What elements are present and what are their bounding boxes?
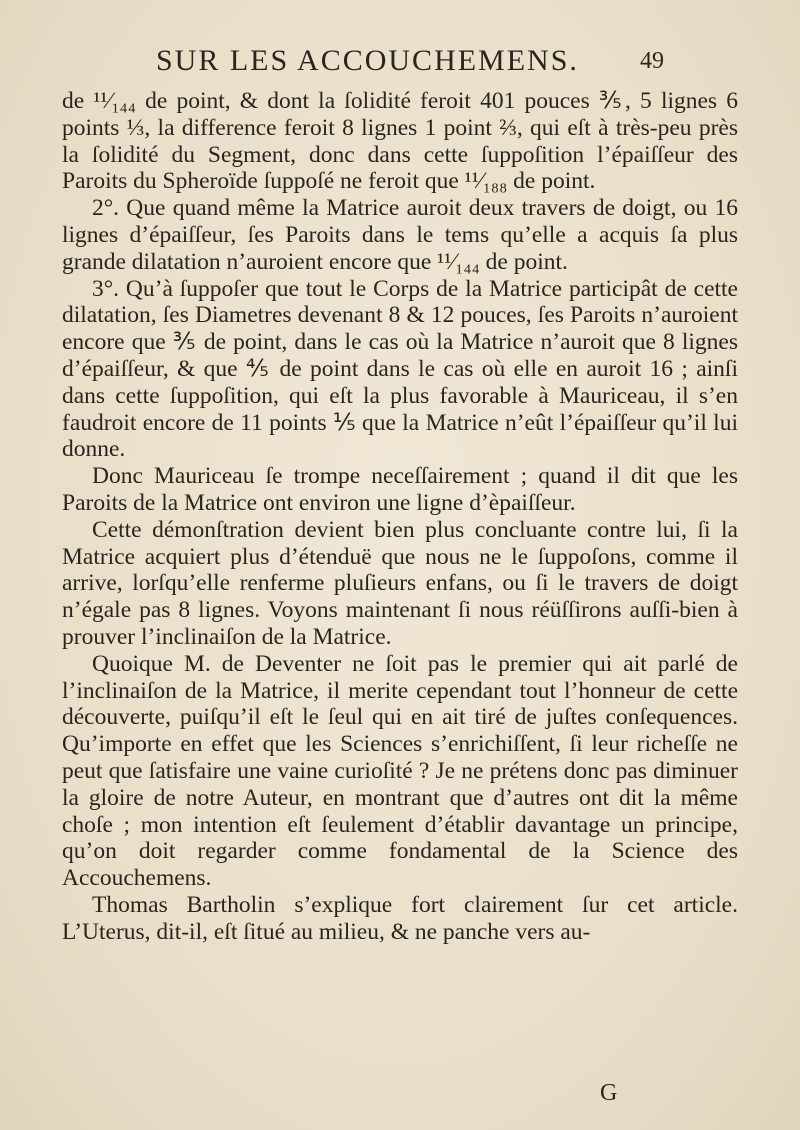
page-header	[150, 44, 670, 84]
paragraph-4: Donc Mauriceau ſe trompe neceſſairement ; quand il dit que les Paroits de la Matrice ont environ une ligne d’èpaiſſeur.	[62, 463, 738, 516]
paragraph-5: Cette démonſtration devient bien plus concluante contre lui, ſi la Matrice acquiert plus d’étenduë que nous ne le ſuppoſons, comme il arrive, lorſqu’elle renferme pluſieurs enfans, ou ſi le travers de doigt n’égale pas 8 lignes. Voyons maintenant ſi nous réüſſirons auſſi-bien à prouver l’inclinaiſon de la Matrice.	[62, 516, 738, 650]
paragraph-1: de ¹¹⁄₁₄₄ de point, & dont la ſolidité feroit 401 pouces ⅗, 5 lignes 6 points ⅓, la difference feroit 8 lignes 1 point ⅔, qui eſt à très-peu près la ſolidité du Segment, donc dans cette ſuppoſition l’épaiſſeur des Paroits du Spheroïde ſuppoſé ne feroit que ¹¹⁄₁₈₈ de point.	[62, 88, 738, 195]
paragraph-7: Thomas Bartholin s’explique fort clairement ſur cet article. L’Uterus, dit-il, eſt ſitué au milieu, & ne panche vers au-	[62, 891, 738, 945]
paragraph-3: 3°. Qu’à ſuppoſer que tout le Corps de la Matrice participât de cette dilatation, ſes Diametres devenant 8 & 12 pouces, ſes Paroits n’auroient encore que ⅗ de point, dans le cas où la Matrice n’auroit que 8 lignes d’épaiſſeur, & que ⅘ de point dans le cas où elle en auroit 16 ; ainſi dans cette ſuppoſition, qui eſt la plus favorable à Mauriceau, il s’en faudroit encore de 11 points ⅕ que la Matrice n’eût l’épaiſſeur qu’il lui donne.	[62, 275, 738, 463]
running-title: SUR LES ACCOUCHEMENS.	[156, 44, 579, 77]
paragraph-2: 2°. Que quand même la Matrice auroit deux travers de doigt, ou 16 lignes d’épaiſſeur, ſes Paroits dans le tems qu’elle a acquis ſa plus grande dilatation n’auroient encore que ¹¹⁄₁₄₄ de point.	[62, 195, 738, 275]
body-text	[62, 88, 738, 946]
signature-mark: G	[600, 1080, 618, 1106]
page-number: 49	[640, 48, 664, 74]
paragraph-6: Quoique M. de Deventer ne ſoit pas le premier qui ait parlé de l’inclinaiſon de la Matrice, il merite cependant tout l’honneur de cette découverte, puiſqu’il eſt le ſeul qui en ait tiré de juſtes conſequences. Qu’importe en effet que les Sciences s’enrichiſſent, ſi leur richeſſe ne peut que ſatisfaire une vaine curioſité ? Je ne prétens donc pas diminuer la gloire de notre Auteur, en montrant que d’autres ont dit la même choſe ; mon intention eſt ſeulement d’établir davantage un principe, qu’on doit regarder comme fondamental de la Science des Accouchemens.	[62, 650, 738, 892]
